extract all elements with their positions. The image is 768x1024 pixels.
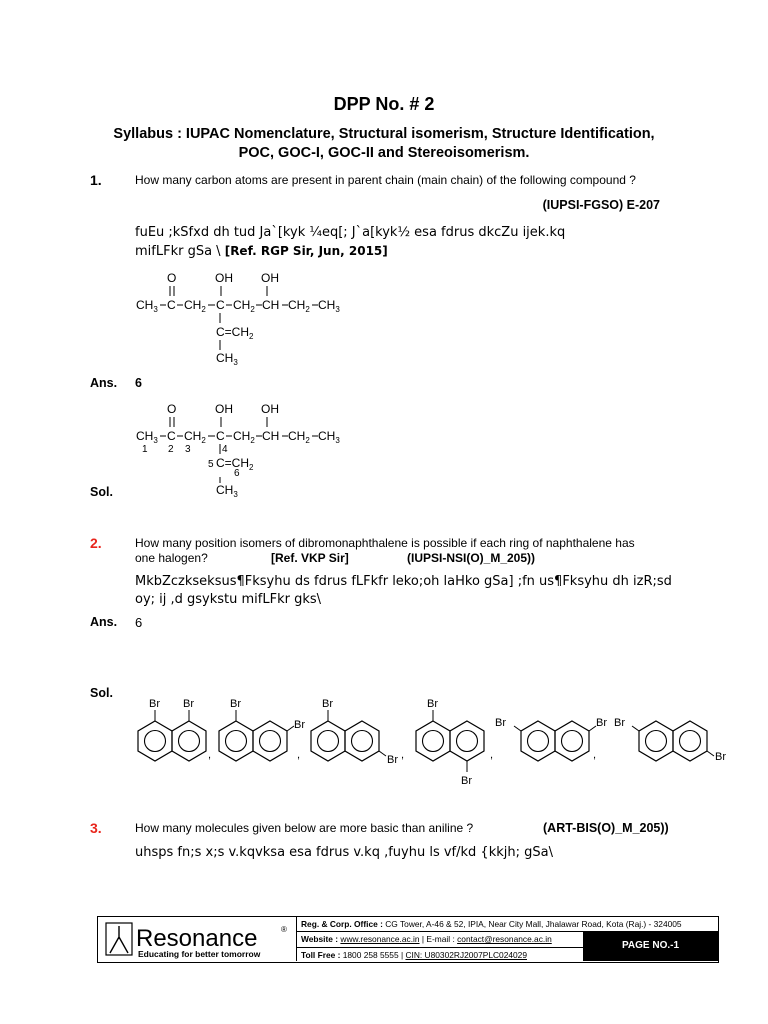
question-1-text: How many carbon atoms are present in parent chain (main chain) of the following compound ? — [135, 173, 636, 187]
question-3-number: 3. — [90, 820, 102, 836]
chain-ch2-2: $CH_2$ — [233, 298, 255, 314]
svg-text:C=CH2: $C=CH_2$ — [216, 456, 254, 472]
question-1-hindi — [135, 224, 695, 261]
question-1-hindi-text: mifLFkr gSa \ — [135, 244, 221, 259]
question-2-hindi — [135, 573, 695, 609]
svg-text:OH: OH — [261, 402, 279, 416]
question-2-number: 2. — [90, 535, 102, 551]
isomer-5 — [495, 717, 607, 761]
question-1-ref: [Ref. RGP Sir, Jun, 2015] — [224, 244, 388, 258]
isomer-2 — [219, 698, 305, 761]
svg-text:C: C — [216, 429, 225, 443]
resonance-logo-mark — [98, 917, 296, 961]
svg-text:,: , — [593, 749, 597, 761]
oxygen-label: O — [167, 271, 177, 285]
svg-text:Br: Br — [322, 698, 333, 710]
question-1-hindi-line-2 — [135, 242, 695, 261]
svg-text:C: C — [167, 429, 176, 443]
branch-ch3: $CH_3$ — [216, 351, 238, 366]
svg-text:Br: Br — [495, 717, 506, 729]
syllabus-line-2: POC, GOC-I, GOC-II and Stereoisomerism. — [238, 145, 530, 161]
syllabus-line-1: Syllabus : IUPAC Nomenclature, Structural isomerism, Structure Identification, — [113, 126, 655, 142]
carbon-number-6: 6 — [234, 468, 240, 479]
question-2-text-line-2 — [135, 551, 695, 566]
question-2-ref: [Ref. VKP Sir] — [271, 551, 349, 565]
svg-text:CH: CH — [262, 429, 280, 443]
question-2-hindi-line-2: oy; ij ,d gsykstu mifLFkr gks\ — [135, 592, 322, 607]
isomer-3 — [311, 698, 398, 766]
svg-text:Br: Br — [387, 754, 398, 766]
branch-vinyl: $C=CH_2$ — [216, 325, 254, 341]
question-2-ans-label: Ans. — [90, 615, 118, 629]
svg-text:,: , — [297, 749, 301, 761]
question-2-code: (IUPSI-NSI(O)_M_205)) — [407, 551, 536, 565]
question-3-code: (ART-BIS(O)_M_205)) — [543, 821, 669, 835]
svg-text:CH3: $CH_3$ — [136, 429, 158, 445]
svg-text:,: , — [208, 749, 212, 761]
cin-number: CIN: U80302RJ2007PLC024029 — [405, 949, 527, 960]
svg-text:,: , — [490, 749, 494, 761]
isomer-6 — [614, 717, 726, 763]
question-1-ans-value: 6 — [135, 376, 142, 390]
hydroxyl-label: OH — [215, 271, 233, 285]
isomer-1 — [138, 698, 206, 761]
svg-text:Br: Br — [427, 698, 438, 710]
website-label: Website : — [301, 934, 339, 945]
resonance-logo — [98, 917, 297, 961]
compound-structure-numbered — [130, 397, 360, 497]
footer-tollfree-row: Toll Free : 1800 258 5555 | CIN: U80302RJ2007PLC024029 — [301, 949, 527, 960]
logo-tagline: Educating for better tomorrow — [138, 949, 261, 959]
chain-c-quaternary: C — [216, 298, 225, 312]
question-1-code: (IUPSI-FGSO) E-207 — [542, 198, 660, 212]
email-link[interactable]: contact@resonance.ac.in — [457, 934, 552, 945]
svg-text:Br: Br — [294, 719, 305, 731]
chain-ch3-end: $CH_3$ — [318, 298, 340, 314]
question-2-text-line-1: How many position isomers of dibromonaphthalene is possible if each ring of naphthalene has — [135, 536, 635, 550]
svg-text:Br: Br — [715, 751, 726, 763]
isomer-4 — [416, 698, 484, 787]
svg-text:Br: Br — [183, 698, 194, 710]
question-2-text-line-2-text: one halogen? — [135, 551, 208, 565]
logo-registered: ® — [281, 925, 287, 934]
carbon-number-3: 3 — [185, 444, 191, 455]
page-number: PAGE NO.-1 — [583, 931, 718, 961]
chain-ch2-3: $CH_2$ — [288, 298, 310, 314]
chain-ch: CH — [262, 298, 280, 312]
svg-text:Br: Br — [149, 698, 160, 710]
carbon-number-5: 5 — [208, 459, 214, 470]
carbon-number-1: 1 — [142, 444, 148, 455]
footer — [97, 916, 719, 963]
question-2-sol-label: Sol. — [90, 686, 113, 700]
office-label: Reg. & Corp. Office : — [301, 919, 383, 929]
chain-c-carbonyl: C — [167, 298, 176, 312]
svg-text:Br: Br — [230, 698, 241, 710]
svg-text:,: , — [401, 749, 405, 761]
tollfree-label: Toll Free : — [301, 949, 341, 960]
question-1-hindi-line-1: fuEu ;kSfxd dh tud Ja`[kyk ¼eq[; J`a[kyk½ esa fdrus dkcZu ijek.kq — [135, 225, 566, 240]
question-2-text — [135, 536, 695, 566]
svg-text:CH2: $CH_2$ — [233, 429, 255, 445]
question-3-hindi: uhsps fn;s x;s v.kqvksa esa fdrus v.kq ,fuyhu ls vf/kd {kkjh; gSa\ — [135, 845, 553, 860]
svg-text:CH2: $CH_2$ — [288, 429, 310, 445]
question-2-hindi-line-1: MkbZczkseksus¶Fksyhu ds fdrus fLFkfr leko;oh laHko gSa] ;fn us¶Fksyhu dh izR;sd — [135, 574, 672, 589]
carbon-number-4: 4 — [222, 444, 228, 455]
compound-structure — [130, 266, 360, 366]
syllabus — [60, 125, 708, 163]
footer-web-row: Website : www.resonance.ac.in | E-mail : contact@resonance.ac.in — [297, 932, 717, 947]
chain-ch3-start: $CH_3$ — [136, 298, 158, 314]
logo-name: Resonance — [136, 925, 258, 952]
svg-text:Br: Br — [614, 717, 625, 729]
isomers-figure — [130, 696, 730, 791]
svg-text:CH3: $CH_3$ — [318, 429, 340, 445]
email-label: E-mail : — [426, 934, 455, 945]
question-1-ans-label: Ans. — [90, 376, 118, 390]
carbon-number-2: 2 — [168, 444, 174, 455]
tollfree-number: 1800 258 5555 — [342, 949, 399, 960]
office-text: CG Tower, A-46 & 52, IPIA, Near City Mall, Jhalawar Road, Kota (Raj.) - 324005 — [385, 919, 682, 929]
hydroxyl-label-2: OH — [261, 271, 279, 285]
page-title: DPP No. # 2 — [333, 94, 435, 114]
question-1-sol-label: Sol. — [90, 485, 113, 499]
question-2-ans-value: 6 — [135, 615, 143, 630]
svg-text:Br: Br — [461, 775, 472, 787]
svg-text:CH2: $CH_2$ — [184, 429, 206, 445]
svg-text:CH3: $CH_3$ — [216, 483, 238, 497]
svg-text:OH: OH — [215, 402, 233, 416]
website-link[interactable]: www.resonance.ac.in — [340, 934, 420, 945]
question-3-text: How many molecules given below are more basic than aniline ? — [135, 821, 474, 835]
chain-ch2-1: $CH_2$ — [184, 298, 206, 314]
svg-text:Br: Br — [596, 717, 607, 729]
svg-text:O: O — [167, 402, 177, 416]
question-1-number: 1. — [90, 172, 102, 188]
